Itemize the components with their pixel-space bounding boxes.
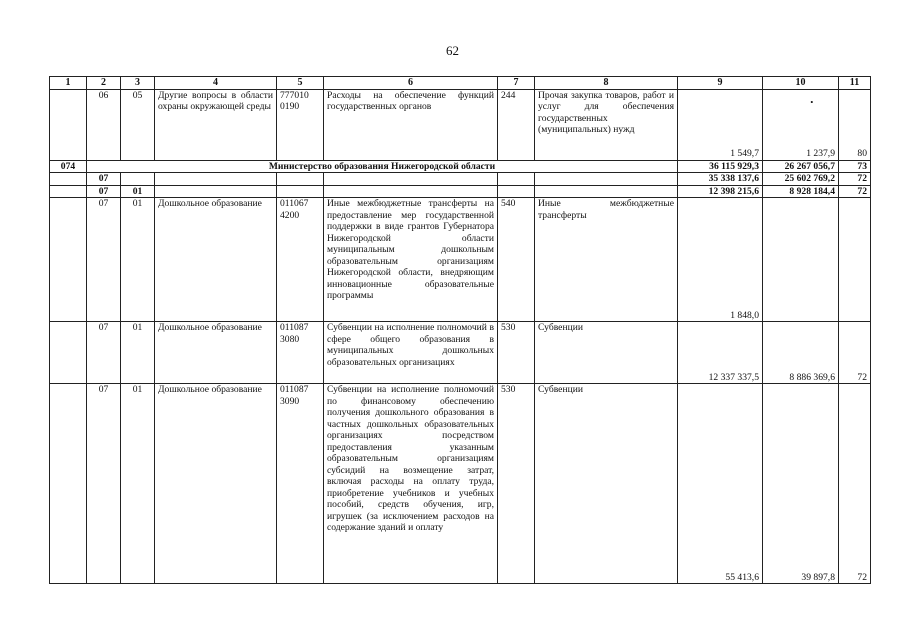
cell-percent: 72 [839,384,871,584]
cell-planned: 55 413,6 [678,384,763,584]
cell-expense-code: 540 [498,198,535,322]
cell-percent: 72 [839,322,871,384]
dot-mark: · [809,93,814,109]
cell-section-name: Другие вопросы в области охраны окружающей среды [155,89,277,160]
cell-expense-code: 530 [498,322,535,384]
cell-subsection: 01 [121,185,155,198]
cell-planned: 12 398 215,6 [678,185,763,198]
header-cell: 10 [763,77,839,90]
cell-target-name: Расходы на обеспечение функций государственных органов [324,89,498,160]
header-cell: 6 [324,77,498,90]
cell-code [50,198,87,322]
cell-subsection [121,173,155,186]
cell-actual: 8 886 369,6 [763,322,839,384]
cell-section: 07 [87,173,121,186]
cell-actual: 25 602 769,2 [763,173,839,186]
cell-section: 07 [87,185,121,198]
header-cell: 4 [155,77,277,90]
cell-expense-code: 530 [498,384,535,584]
cell-planned: 36 115 929,3 [678,160,763,173]
cell-section: 07 [87,322,121,384]
cell-actual-value: 1 237,9 [806,148,835,159]
cell-target-code: 777010 0190 [277,89,324,160]
cell-percent: 72 [839,185,871,198]
cell-expense-code [498,173,535,186]
cell-code [50,384,87,584]
cell-subsection: 01 [121,322,155,384]
header-cell: 2 [87,77,121,90]
cell-target-name: Иные межбюджетные трансферты на предоставление мер государственной поддержки в виде грантов Губернатора Нижегородской области муниципальным дошкольным образовательным организациям Нижегородской области, внедряющим инновационные образовательные программы [324,198,498,322]
cell-section: 07 [87,198,121,322]
cell-code [50,89,87,160]
cell-actual: 8 928 184,4 [763,185,839,198]
cell-target-name [324,185,498,198]
cell-code [50,173,87,186]
cell-section-name: Дошкольное образование [155,384,277,584]
cell-actual [763,198,839,322]
cell-expense-code [498,185,535,198]
cell-target-code [277,185,324,198]
cell-subsection: 05 [121,89,155,160]
cell-actual [763,89,839,160]
cell-section-name: Дошкольное образование [155,322,277,384]
header-cell: 11 [839,77,871,90]
cell-percent: 80 [839,89,871,160]
page-number: 62 [446,43,459,58]
cell-percent [839,198,871,322]
cell-target-code: 011067 4200 [277,198,324,322]
cell-section-name: Дошкольное образование [155,198,277,322]
cell-expense-name [535,185,678,198]
cell-target-name: Субвенции на исполнение полномочий по финансовому обеспечению получения дошкольного образования в частных дошкольных образовательных организациях посредством предоставления указанным образовательным организациям субсидий на возмещение затрат, включая расходы на оплату труда, приобретение учебников и учебных пособий, средств обучения, игр, игрушек (за исключением расходов на содержание зданий и оплату [324,384,498,584]
cell-target-code: 011087 3080 [277,322,324,384]
cell-section: 06 [87,89,121,160]
cell-expense-name: Субвенции [535,384,678,584]
budget-table [49,76,871,584]
cell-percent: 72 [839,173,871,186]
cell-actual: 26 267 056,7 [763,160,839,173]
ministry-row [50,160,871,173]
cell-planned: 35 338 137,6 [678,173,763,186]
cell-planned: 12 337 337,5 [678,322,763,384]
header-cell: 8 [535,77,678,90]
cell-expense-name: Иные межбюджетные трансферты [535,198,678,322]
cell-expense-name: Прочая закупка товаров, работ и услуг для обеспечения государственных (муниципальных) нужд [535,89,678,160]
cell-planned: 1 549,7 [678,89,763,160]
cell-section-name [155,173,277,186]
header-cell: 9 [678,77,763,90]
cell-code [50,185,87,198]
cell-expense-code: 244 [498,89,535,160]
table-row [50,198,871,322]
cell-percent: 73 [839,160,871,173]
cell-subsection: 01 [121,384,155,584]
cell-target-name: Субвенции на исполнение полномочий в сфере общего образования в муниципальных дошкольных образовательных организациях [324,322,498,384]
header-cell: 5 [277,77,324,90]
table-row [50,322,871,384]
cell-planned: 1 848,0 [678,198,763,322]
cell-expense-name [535,173,678,186]
cell-expense-name: Субвенции [535,322,678,384]
header-cell: 7 [498,77,535,90]
cell-actual: 39 897,8 [763,384,839,584]
cell-section: 07 [87,384,121,584]
cell-subsection: 01 [121,198,155,322]
table-row [50,89,871,160]
cell-code: 074 [50,160,87,173]
cell-code [50,322,87,384]
ministry-title: Министерство образования Нижегородской области [87,160,678,173]
cell-target-code [277,173,324,186]
section-row [50,173,871,186]
header-cell: 1 [50,77,87,90]
header-row [50,77,871,90]
table-row [50,384,871,584]
header-cell: 3 [121,77,155,90]
cell-target-code: 011087 3090 [277,384,324,584]
subsection-row [50,185,871,198]
cell-section-name [155,185,277,198]
cell-target-name [324,173,498,186]
